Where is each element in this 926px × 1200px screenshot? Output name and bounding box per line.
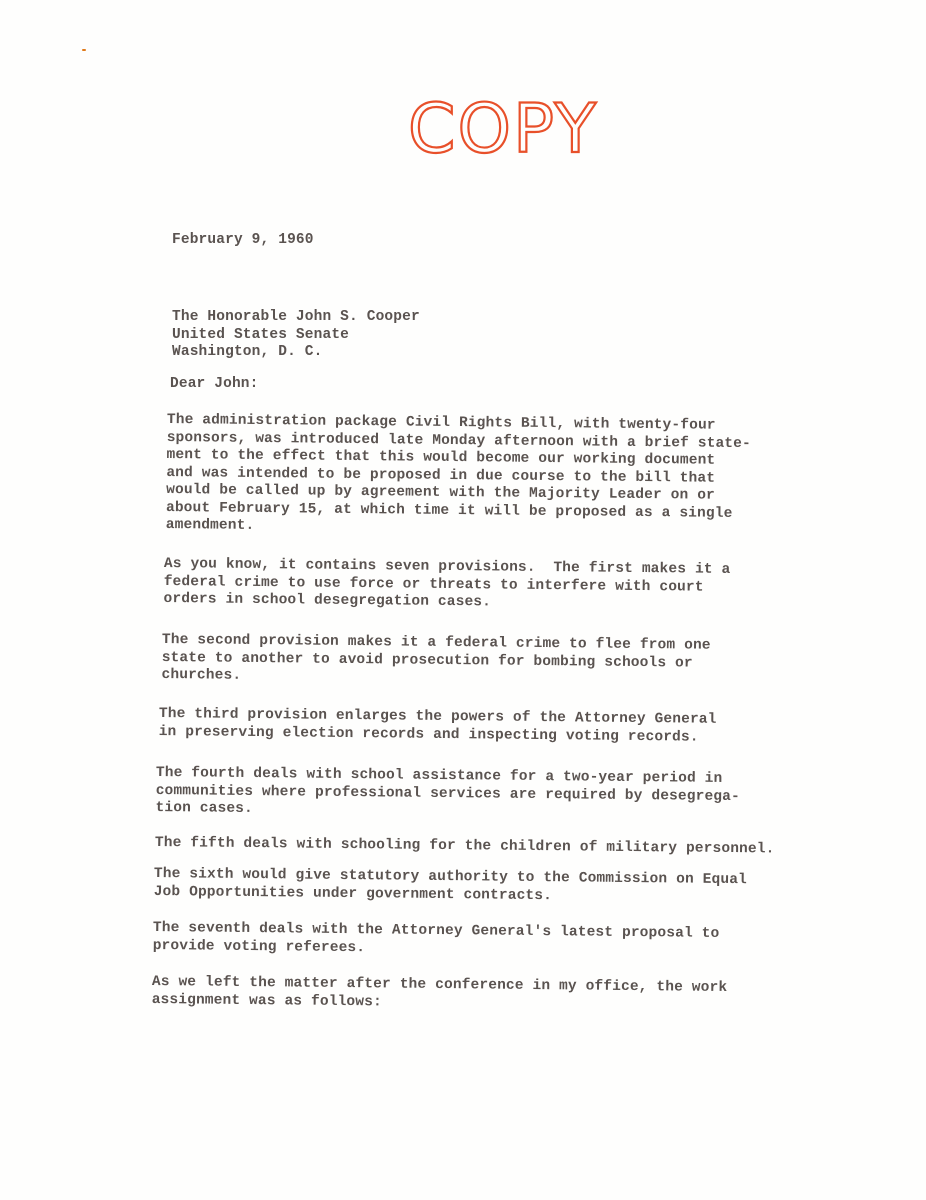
paragraph-seventh-provision: The seventh deals with the Attorney General's latest proposal to provide voting referees.: [152, 920, 720, 956]
recipient-address: [172, 309, 420, 362]
recipient-office: United States Senate: [172, 326, 350, 343]
ink-speck: [82, 49, 86, 51]
recipient-name: The Honorable John S. Cooper: [172, 309, 420, 325]
paragraph-work-assignment: As we left the matter after the conference in my office, the work assignment was as follows:: [151, 974, 728, 1010]
paragraph-sixth-provision: The sixth would give statutory authority to the Commission on Equal Job Opportunities under government contracts.: [153, 866, 748, 904]
paragraph-first-provision: As you know, it contains seven provisions. The first makes it a federal crime to use force or threats to interfere with court orders in school desegregation cases.: [163, 556, 731, 611]
paragraph-fourth-provision: The fourth deals with school assistance for a two-year period in communities where professional services are required by desegrega- tion cases.: [155, 765, 740, 818]
copy-stamp: [383, 94, 623, 164]
letter-date: February 9, 1960: [172, 232, 314, 248]
paragraph-introduction: The administration package Civil Rights Bill, with twenty-four sponsors, was introduced late Monday afternoon with a brief state- ment to the effect that this would become our working document and was intended to be proposed in due course to the bill that would be called up by agreement with the Majority Leader on or about February 15, at which time it will be proposed as a single amendment.: [165, 412, 751, 534]
copy-stamp-label: COPY: [407, 94, 599, 164]
copy-stamp-outline-icon: [383, 94, 623, 164]
recipient-city: Washington, D. C.: [172, 344, 323, 360]
salutation: Dear John:: [170, 376, 259, 392]
paragraph-second-provision: The second provision makes it a federal crime to flee from one state to another to avoid prosecution for bombing schools or churches.: [161, 632, 711, 684]
paragraph-third-provision: The third provision enlarges the powers of the Attorney General in preserving election records and inspecting voting records.: [158, 706, 717, 746]
paragraph-fifth-provision: The fifth deals with schooling for the children of military personnel.: [154, 835, 775, 858]
